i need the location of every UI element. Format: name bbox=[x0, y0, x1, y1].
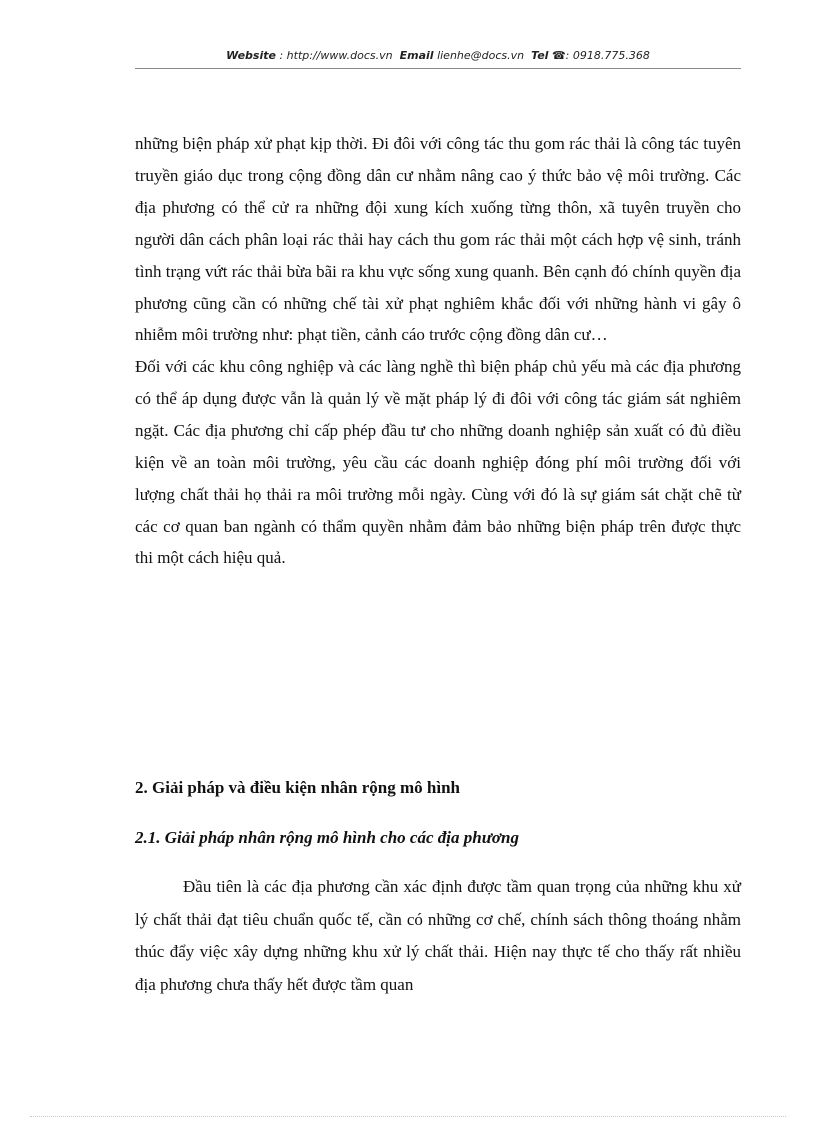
page-header: Website : http://www.docs.vn Email lienhe@docs.vn Tel ☎: 0918.775.368 bbox=[135, 46, 741, 69]
paragraph-3 bbox=[135, 871, 741, 1001]
footer-divider bbox=[30, 1116, 786, 1117]
email-value[interactable]: lienhe@docs.vn bbox=[437, 49, 525, 62]
tel-value: 0918.775.368 bbox=[572, 49, 650, 62]
website-separator: : bbox=[275, 49, 287, 62]
paragraph-1 bbox=[135, 128, 741, 351]
section-heading-2: 2. Giải pháp và điều kiện nhân rộng mô hình bbox=[135, 778, 461, 797]
paragraph-1-text: những biện pháp xử phạt kịp thời. Đi đôi với công tác thu gom rác thải là công tác tuyên truyền giáo dục trong cộng đồng dân cư nhằm nâng cao ý thức bảo vệ môi trường. Các địa phương có thể cử ra những đội xung kích xuống từng thôn, xã tuyên truyền cho người dân cách phân loại rác thải hay cách thu gom rác thải một cách hợp vệ sinh, tránh tình trạng vứt rác thải bừa bãi ra khu vực sống xung quanh. Bên cạnh đó chính quyền địa phương cũng cần có những chế tài xử phạt nghiêm khắc đối với những hành vi gây ô nhiễm môi trường như: phạt tiền, cảnh cáo trước cộng đồng dân cư… bbox=[135, 134, 741, 345]
website-label: Website bbox=[226, 49, 276, 62]
subsection-heading-2-1: 2.1. Giải pháp nhân rộng mô hình cho các địa phương bbox=[135, 828, 519, 847]
paragraph-3-text: Đầu tiên là các địa phương cần xác định được tầm quan trọng của những khu xử lý chất thải đạt tiêu chuẩn quốc tế, cần có những cơ chế, chính sách thông thoáng nhằm thúc đẩy việc xây dựng những khu xử lý chất thải. Hiện nay thực tế cho thấy rất nhiều địa phương chưa thấy hết được tầm quan bbox=[135, 877, 741, 994]
tel-label: Tel bbox=[531, 49, 549, 62]
email-label: Email bbox=[399, 49, 434, 62]
paragraph-2 bbox=[135, 351, 741, 574]
website-url[interactable]: http://www.docs.vn bbox=[286, 49, 393, 62]
phone-icon: ☎ bbox=[551, 49, 566, 62]
paragraph-2-text: Đối với các khu công nghiệp và các làng nghề thì biện pháp chủ yếu mà các địa phương có thể áp dụng được vẫn là quản lý về mặt pháp lý đi đôi với công tác giám sát nghiêm ngặt. Các địa phương chỉ cấp phép đầu tư cho những doanh nghiệp sản xuất có đủ điều kiện về an toàn môi trường, yêu cầu các doanh nghiệp đóng phí môi trường đối với lượng chất thải họ thải ra môi trường mỗi ngày. Cùng với đó là sự giám sát chặt chẽ từ các cơ quan ban ngành có thẩm quyền nhằm đảm bảo những biện pháp trên được thực thi một cách hiệu quả. bbox=[135, 357, 741, 568]
